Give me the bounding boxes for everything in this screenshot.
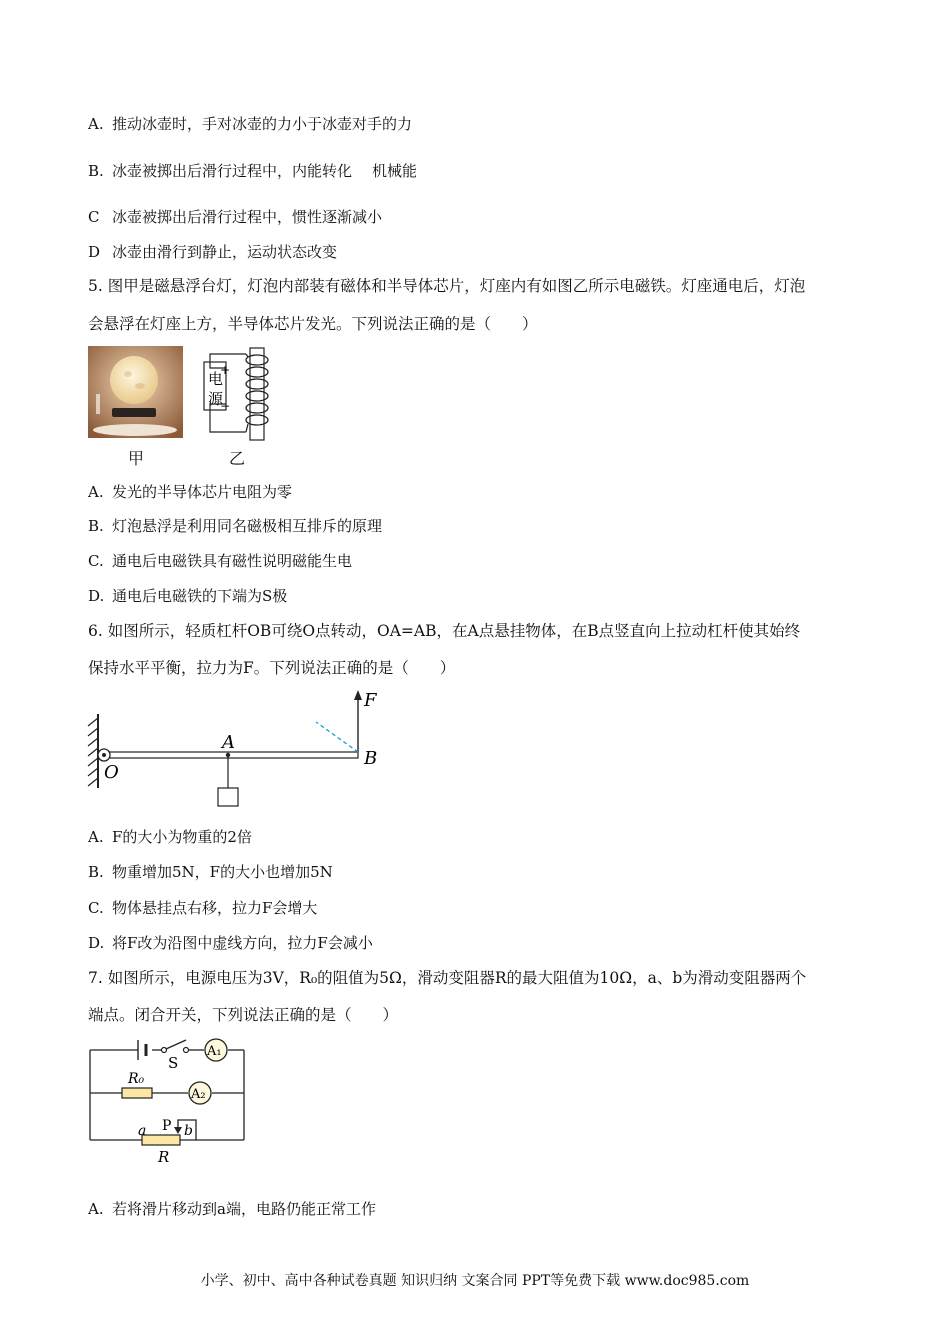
hanging-object: [218, 788, 238, 806]
label-a-end: a: [138, 1123, 147, 1139]
q5-fig-label-yi: 乙: [229, 449, 246, 468]
q4-option-c: C 冰壶被掷出后滑行过程中，惯性逐渐减小: [88, 208, 383, 226]
label-a2: A₂: [191, 1087, 206, 1102]
q7-circuit-figure: [86, 1032, 256, 1166]
q6-stem-line2: 保持水平平衡，拉力为F。下列说法正确的是（ ）: [88, 659, 456, 677]
q7-option-a: A. 若将滑片移动到a端，电路仍能正常工作: [88, 1200, 376, 1218]
slider-p: [174, 1127, 182, 1134]
power-label-2: 源: [208, 390, 224, 408]
label-a: A: [222, 732, 235, 753]
page-footer: 小学、初中、高中各种试卷真题 知识归纳 文案合同 PPT等免费下载 www.doc985.com: [200, 1273, 750, 1289]
q5-option-d: D. 通电后电磁铁的下端为S极: [88, 587, 288, 605]
switch-s: [166, 1040, 186, 1049]
lamp-base: [112, 408, 156, 417]
q5-stem-line1: 5. 图甲是磁悬浮台灯，灯泡内部装有磁体和半导体芯片，灯座内有如图乙所示电磁铁。灯座通电后，灯泡: [88, 277, 806, 295]
q5-stem-line2: 会悬浮在灯座上方，半导体芯片发光。下列说法正确的是（ ）: [88, 315, 538, 333]
q6-option-d: D. 将F改为沿图中虚线方向，拉力F会减小: [88, 934, 373, 952]
q5-option-a: A. 发光的半导体芯片电阻为零: [88, 483, 293, 501]
q4-option-d: D 冰壶由滑行到静止，运动状态改变: [88, 243, 338, 261]
q6-stem-line1: 6. 如图所示，轻质杠杆OB可绕O点转动，OA=AB，在A点悬挂物体，在B点竖直向上拉动杠杆使其始终: [88, 622, 801, 640]
minus-sign: −: [220, 399, 231, 413]
label-o: O: [104, 762, 119, 783]
q7-stem-line2: 端点。闭合开关，下列说法正确的是（ ）: [88, 1006, 399, 1024]
label-s: S: [168, 1054, 179, 1072]
rheostat-r: [142, 1135, 180, 1145]
q5-option-b: B. 灯泡悬浮是利用同名磁极相互排斥的原理: [88, 517, 383, 535]
label-r0: R₀: [128, 1071, 145, 1087]
q6-option-a: A. F的大小为物重的2倍: [88, 828, 252, 846]
q5-figure-jia-lamp: [88, 346, 183, 438]
iron-core: [250, 348, 264, 440]
label-r: R: [158, 1148, 170, 1166]
dashed-direction-line: [316, 722, 358, 752]
q5-figure-yi-electromagnet: [198, 346, 270, 442]
label-b: B: [364, 748, 378, 769]
label-b-end: b: [184, 1123, 193, 1139]
power-label-1: 电: [208, 370, 224, 388]
q5-fig-label-jia: 甲: [128, 449, 145, 468]
q6-lever-figure: [82, 686, 392, 810]
moon-bulb: [110, 356, 158, 404]
q4-option-a: A. 推动冰壶时，手对冰壶的力小于冰壶对手的力: [88, 115, 413, 133]
q7-stem-line1: 7. 如图所示，电源电压为3V，R₀的阻值为5Ω，滑动变阻器R的最大阻值为10Ω，a、b为滑动变阻器两个: [88, 969, 807, 987]
plus-sign: +: [220, 363, 231, 377]
q6-option-c: C. 物体悬挂点右移，拉力F会增大: [88, 899, 318, 917]
wall-hatching: [88, 718, 98, 786]
q6-option-b: B. 物重增加5N，F的大小也增加5N: [88, 863, 333, 881]
label-p: P: [162, 1118, 172, 1134]
q4-option-b: B. 冰壶被掷出后滑行过程中，内能转化 机械能: [88, 162, 418, 180]
label-f: F: [364, 690, 377, 711]
resistor-r0: [122, 1088, 152, 1098]
q5-option-c: C. 通电后电磁铁具有磁性说明磁能生电: [88, 552, 353, 570]
label-a1: A₁: [207, 1044, 222, 1059]
point-a: [226, 753, 230, 757]
